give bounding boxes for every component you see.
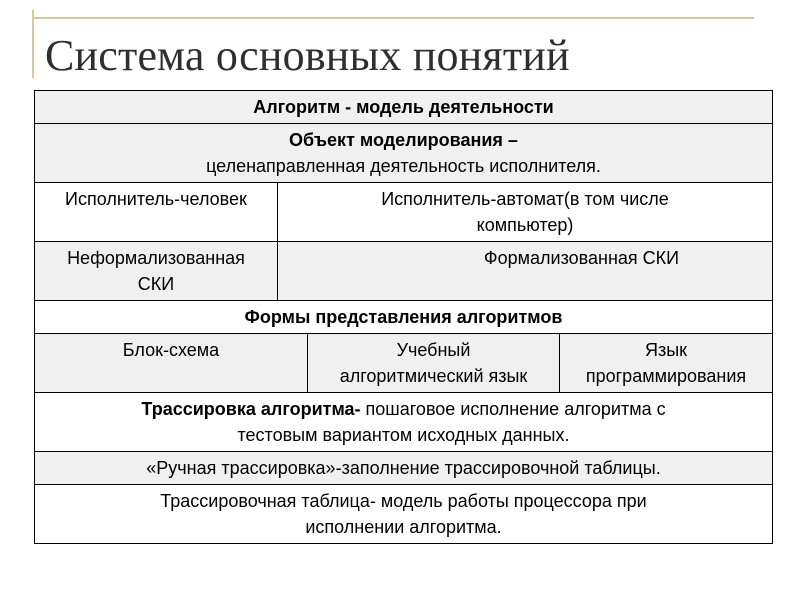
- table-row: [35, 334, 773, 393]
- manual-trace-cell: «Ручная трассировка»-заполнение трассировочной таблицы.: [35, 452, 773, 485]
- table-row: [35, 485, 773, 544]
- trace-cell: [35, 393, 773, 452]
- concepts-table: [34, 90, 773, 544]
- table-row: [35, 124, 773, 183]
- informal-line1: Неформализованная: [67, 248, 245, 268]
- table-row: [35, 301, 773, 334]
- form-prog-line2: программирования: [585, 366, 747, 386]
- table-row: [35, 452, 773, 485]
- decor-line-top: [32, 17, 754, 19]
- trace-line1: [41, 396, 766, 422]
- executor-auto-cell: [278, 183, 773, 242]
- trace-def-part1: пошаговое исполнение алгоритма с: [360, 399, 666, 419]
- form-flowchart-cell: Блок-схема: [35, 334, 308, 393]
- informal-cell: [35, 242, 278, 301]
- trace-table-line2: исполнении алгоритма.: [305, 517, 502, 537]
- executor-human-cell: Исполнитель-человек: [35, 183, 278, 242]
- table-row: [35, 91, 773, 124]
- trace-table-cell: [35, 485, 773, 544]
- forms-header-cell: Формы представления алгоритмов: [35, 301, 773, 334]
- header-cell: Алгоритм - модель деятельности: [35, 91, 773, 124]
- trace-def-part2: тестовым вариантом исходных данных.: [237, 425, 570, 445]
- table-row: [35, 242, 773, 301]
- informal-line2: СКИ: [137, 274, 175, 294]
- form-prog-cell: [560, 334, 773, 393]
- form-edu-cell: [308, 334, 560, 393]
- table-row: [35, 393, 773, 452]
- trace-term: Трассировка алгоритма-: [141, 399, 361, 419]
- object-title: Объект моделирования –: [289, 130, 518, 150]
- trace-table-line1: Трассировочная таблица- модель работы процессора при: [160, 491, 647, 511]
- page-title: Система основных понятий: [45, 31, 570, 80]
- table-row: [35, 183, 773, 242]
- form-edu-line2: алгоритмический язык: [339, 366, 528, 386]
- form-edu-line1: Учебный: [396, 340, 471, 360]
- executor-auto-line2: компьютер): [476, 215, 574, 235]
- object-cell: [35, 124, 773, 183]
- form-prog-line1: Язык: [644, 340, 688, 360]
- object-desc: целенаправленная деятельность исполнителя.: [206, 156, 601, 176]
- decor-line-left: [32, 10, 34, 78]
- formal-cell: Формализованная СКИ: [278, 242, 773, 301]
- executor-auto-line1: Исполнитель-автомат(в том числе: [381, 189, 669, 209]
